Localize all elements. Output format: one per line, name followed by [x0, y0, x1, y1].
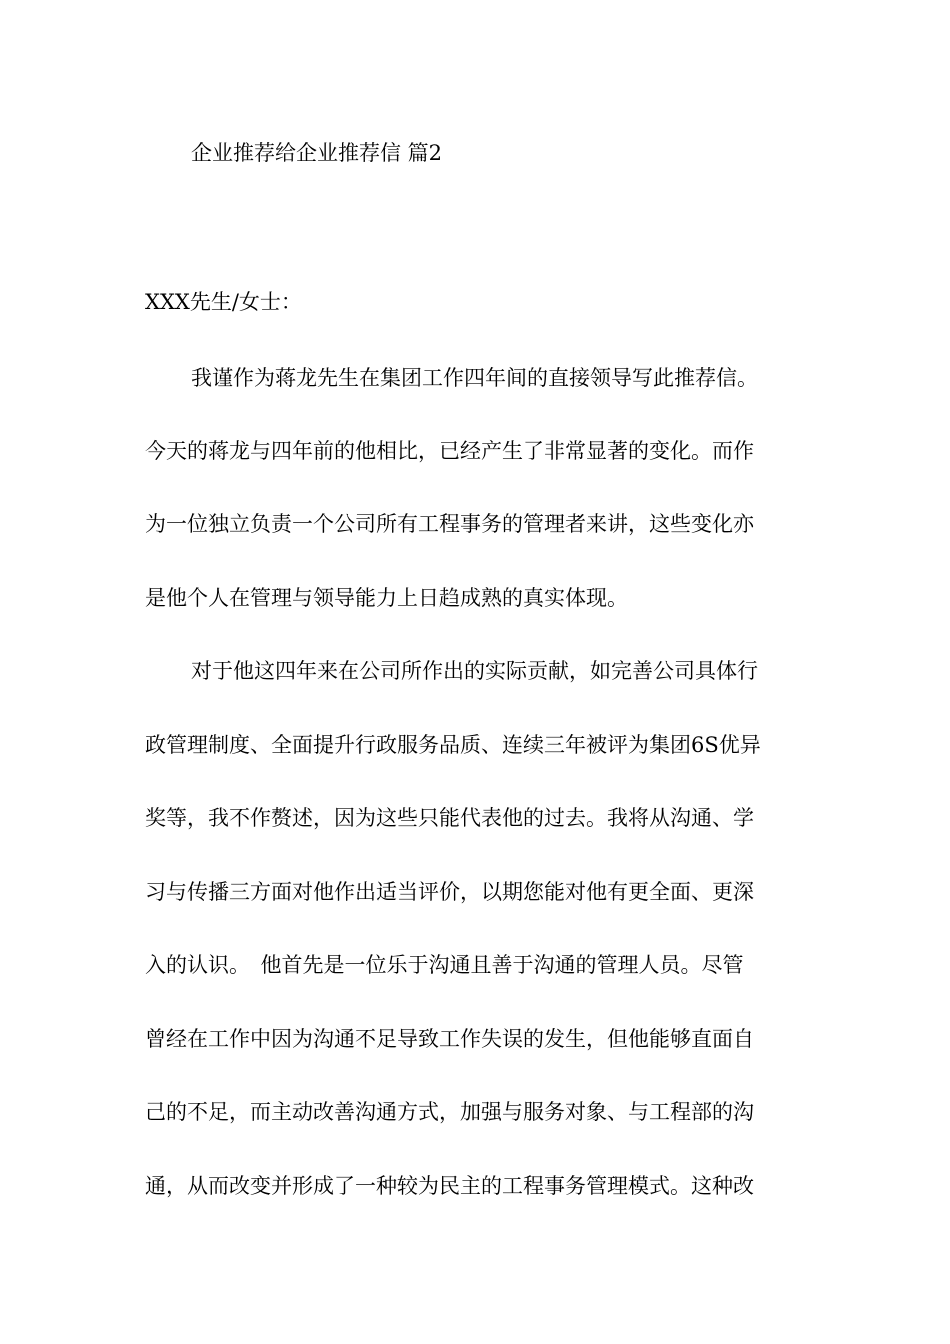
body-line: 入的认识。 他首先是一位乐于沟通且善于沟通的管理人员。尽管 [145, 953, 744, 977]
document-title: 企业推荐给企业推荐信 篇2 [191, 141, 443, 165]
body-line: 奖等，我不作赘述，因为这些只能代表他的过去。我将从沟通、学 [145, 806, 754, 830]
body-line: 是他个人在管理与领导能力上日趋成熟的真实体现。 [145, 586, 628, 610]
body-line: 我谨作为蒋龙先生在集团工作四年间的直接领导写此推荐信。 [191, 366, 758, 390]
body-line: 通，从而改变并形成了一种较为民主的工程事务管理模式。这种改 [145, 1174, 754, 1198]
body-line: 对于他这四年来在公司所作出的实际贡献，如完善公司具体行 [191, 659, 758, 683]
body-line: 今天的蒋龙与四年前的他相比，已经产生了非常显著的变化。而作 [145, 439, 754, 463]
body-line: 习与传播三方面对他作出适当评价，以期您能对他有更全面、更深 [145, 880, 754, 904]
body-line: 政管理制度、全面提升行政服务品质、连续三年被评为集团6S优异 [145, 733, 761, 757]
body-line: 曾经在工作中因为沟通不足导致工作失误的发生，但他能够直面自 [145, 1027, 754, 1051]
body-line: 为一位独立负责一个公司所有工程事务的管理者来讲，这些变化亦 [145, 512, 754, 536]
body-line: 己的不足，而主动改善沟通方式，加强与服务对象、与工程部的沟 [145, 1100, 754, 1124]
salutation: XXX先生/女士： [145, 290, 302, 314]
